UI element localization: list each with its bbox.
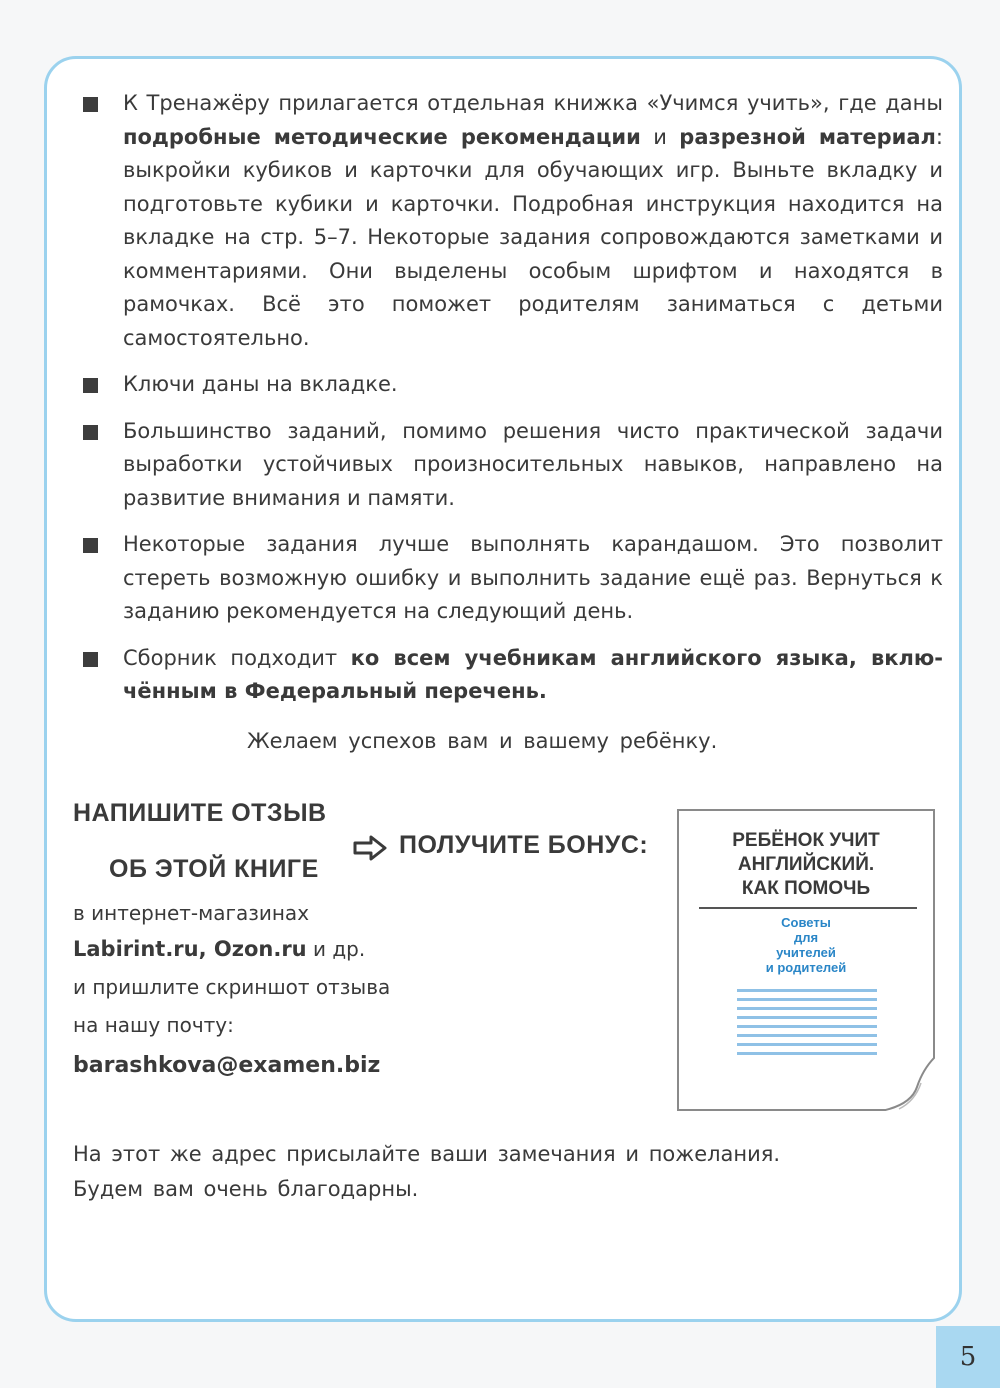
content-card — [44, 56, 962, 1322]
bullet-plain-text: Некоторые задания лучше выполнять карандашом. Это позволит стереть возможную ошибку и выполнить задание ещё раз. Вернуться к заданию рекомендуется на следующий день. — [123, 532, 943, 623]
bullet-item — [77, 642, 943, 709]
booklet-title-line: АНГЛИЙСКИЙ. — [737, 854, 875, 875]
booklet-divider — [699, 907, 917, 909]
bullet-plain-text: Сборник подходит — [123, 645, 351, 670]
booklet-subtitle-line: для — [793, 930, 819, 945]
square-bullet-icon — [83, 97, 98, 112]
bullet-text — [123, 91, 943, 350]
bullet-bold-text: разрезной материал — [679, 124, 936, 149]
footer-line: На этот же адрес присылайте ваши замечания и пожелания. — [73, 1142, 781, 1166]
bullet-item — [77, 415, 943, 516]
review-line-sites — [73, 937, 365, 961]
bullet-list — [77, 87, 943, 722]
square-bullet-icon — [83, 378, 98, 393]
bonus-heading: ПОЛУЧИТЕ БОНУС: — [399, 831, 649, 859]
bullet-item — [77, 368, 943, 402]
bullet-bold-text: подробные методические рекомендации — [123, 124, 641, 149]
bullet-item — [77, 87, 943, 355]
bullet-plain-text: К Тренажёру прилагается отдельная книжка «Учимся учить», где даны — [123, 91, 943, 115]
wish-text: Желаем успехов вам и вашему ребёнку. — [247, 729, 718, 753]
review-heading-2: ОБ ЭТОЙ КНИГЕ — [109, 855, 319, 883]
booklet-title — [679, 829, 933, 901]
bullet-item — [77, 528, 943, 629]
square-bullet-icon — [83, 652, 98, 667]
arrow-right-icon — [353, 835, 387, 861]
booklet-subtitle — [679, 915, 933, 975]
shop-links-suffix: и др. — [306, 937, 366, 961]
bullet-plain-text: : выкройки кубиков и карточки для обучающих игр. Выньте вкладку и подготовьте кубики и карточки. Подробная инструкция находится на вкладке на стр. 5–7. Некоторые задания сопровождаются заметками и комментариями. Они выделены особым шрифтом и находятся в рамочках. Всё это поможет родителям заниматься с детьми самостоятельно. — [123, 124, 943, 350]
booklet-title-line: КАК ПОМОЧЬ — [741, 878, 871, 899]
square-bullet-icon — [83, 425, 98, 440]
review-line-shops: в интернет-магазинах — [73, 901, 310, 925]
booklet-subtitle-line: учителей — [776, 945, 836, 960]
bullet-bold-text: ко всем учебникам английского языка, включённым в Федеральный перечень. — [123, 645, 943, 703]
page-curl-icon — [881, 1057, 935, 1111]
bullet-plain-text: Ключи даны на вкладке. — [123, 372, 398, 396]
footer-line: Будем вам очень благодарны. — [73, 1177, 419, 1201]
booklet-text-lines — [737, 989, 877, 1061]
booklet-title-line: РЕБЁНОК УЧИТ — [732, 830, 880, 851]
bonus-booklet-cover — [677, 809, 935, 1111]
page-number: 5 — [936, 1326, 1000, 1388]
email-link[interactable]: barashkova@examen.biz — [73, 1053, 381, 1078]
review-line-screenshot: и пришлите скриншот отзыва — [73, 975, 391, 999]
booklet-subtitle-line: Советы — [781, 915, 831, 930]
bullet-text — [123, 532, 943, 623]
bullet-text — [123, 419, 943, 510]
review-line-mail: на нашу почту: — [73, 1013, 234, 1037]
bullet-text — [123, 372, 398, 396]
booklet-subtitle-line: и родителей — [765, 960, 847, 975]
shop-links: Labirint.ru, Ozon.ru — [73, 937, 307, 961]
square-bullet-icon — [83, 538, 98, 553]
footer-text — [73, 1137, 780, 1207]
bullet-plain-text: Большинство заданий, помимо решения чисто практической задачи выработки устойчивых произносительных навыков, направлено на развитие внимания и памяти. — [123, 418, 943, 510]
bullet-plain-text: и — [640, 124, 680, 149]
bullet-text — [123, 646, 943, 704]
review-heading: НАПИШИТЕ ОТЗЫВ — [73, 799, 327, 827]
